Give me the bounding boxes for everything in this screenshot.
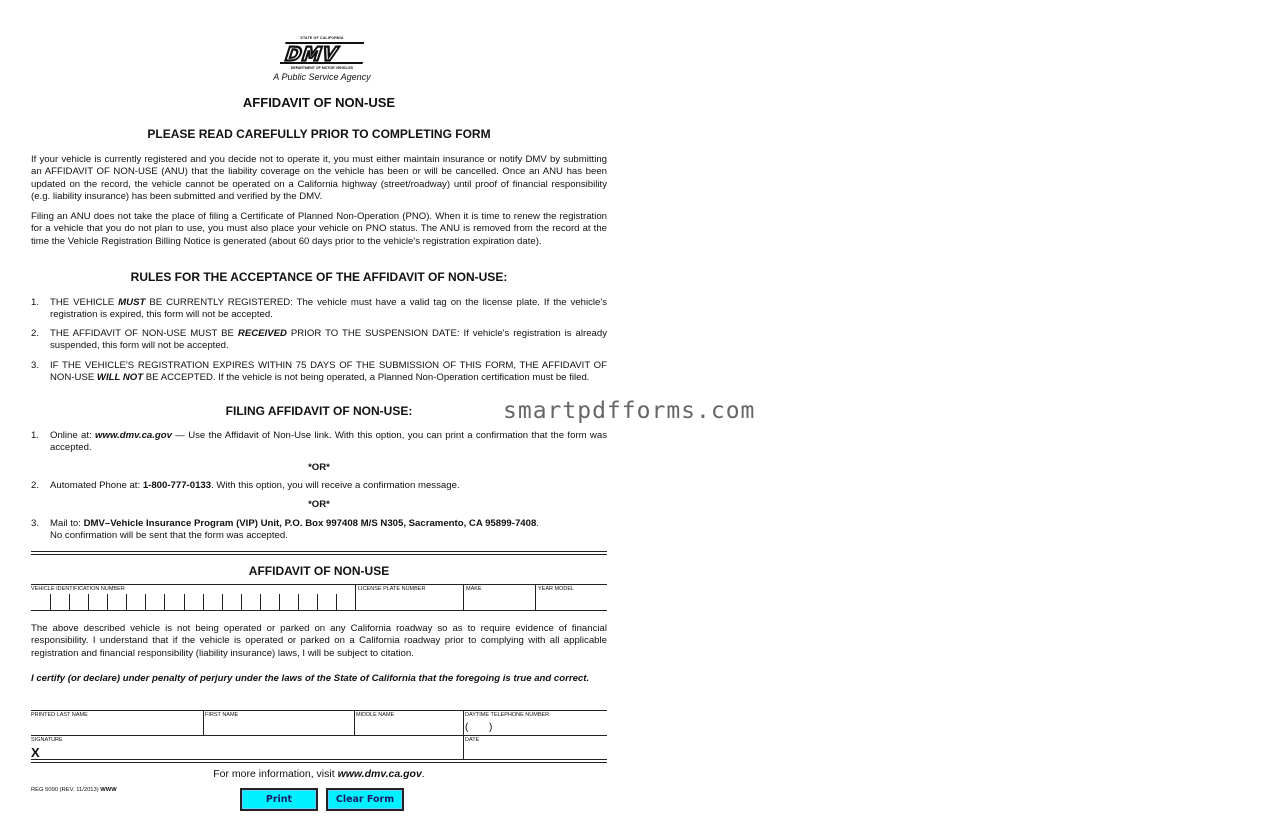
vin-box-divider [88,594,89,610]
row-top-border [31,710,607,711]
vin-input[interactable] [31,594,355,610]
logo-state-text: STATE OF CALIFORNIA [300,36,344,40]
dmv-website-link[interactable]: www.dmv.ca.gov [95,430,172,441]
phone-label: DAYTIME TELEPHONE NUMBER [465,712,550,718]
rule-text: BE CURRENTLY REGISTERED: The vehicle must have a valid tag on the license plate. If the vehicle's registration is expired, this form will not be accepted. [50,297,607,321]
filing-option-2 [31,480,607,492]
clear-form-button[interactable]: Clear Form [326,788,404,811]
date-label: DATE [465,737,480,743]
signature-mark: X [31,745,40,760]
filing-number: 2. [31,480,40,491]
logo-mark-text: DMV [282,42,342,65]
vin-box-divider [203,594,204,610]
first-name-input[interactable] [204,720,353,735]
signature-input[interactable] [43,745,461,759]
plate-input[interactable] [356,594,462,610]
filing-number: 1. [31,430,40,441]
rule-text: PRIOR TO THE SUSPENSION DATE: If vehicle's registration is already suspended, this form will not be accepted. [50,328,607,352]
certification-text: I certify (or declare) under penalty of perjury under the laws of the State of California that the foregoing is true and correct. [31,673,590,684]
year-input[interactable] [536,594,607,610]
more-info-text: . [421,768,425,780]
vin-box-divider [298,594,299,610]
row-top-border [31,584,607,585]
vin-box-divider [222,594,223,610]
vin-box-divider [184,594,185,610]
year-label: YEAR MODEL [538,586,575,592]
rule-number: 2. [31,328,40,339]
rules-heading: RULES FOR THE ACCEPTANCE OF THE AFFIDAVIT OF NON-USE: [130,270,508,284]
dmv-logo-mark [280,41,364,65]
rule-3 [31,360,607,385]
form-section-title: AFFIDAVIT OF NON-USE [248,564,390,578]
more-info-line [31,768,607,780]
statement-text: The above described vehicle is not being operated or parked on any California roadway so as to require evidence of financial responsibility. I understand that if the vehicle is operated or parked on a California roadway prior to complying with all applicable registration and financial responsibility (liability insurance) laws, I will be subject to citation. [31,623,607,659]
rule-emphasis: MUST [118,297,146,308]
phone-input[interactable] [464,720,607,735]
vin-box-divider [164,594,165,610]
form-revision [31,787,117,793]
mailing-address: DMV–Vehicle Insurance Program (VIP) Unit, P.O. Box 997408 M/S N305, Sacramento, CA 95899-7408 [83,518,537,529]
vin-box-divider [69,594,70,610]
make-label: MAKE [466,586,482,592]
filing-option-1 [31,430,607,455]
vin-box-divider [50,594,51,610]
filing-text: Online at: [50,430,96,441]
first-name-label: FIRST NAME [205,712,239,718]
vin-box-divider [126,594,127,610]
vin-label: VEHICLE IDENTIFICATION NUMBER [31,586,125,592]
date-input[interactable] [464,745,607,759]
form-bottom-divider [31,759,607,763]
or-separator: *OR* [308,462,330,473]
more-info-link[interactable]: www.dmv.ca.gov [337,768,422,780]
last-name-label: PRINTED LAST NAME [31,712,88,718]
filing-note: No confirmation will be sent that the form was accepted. [50,530,288,542]
print-button[interactable]: Print [240,788,318,811]
rule-text: BE ACCEPTED. If the vehicle is not being operated, a Planned Non-Operation certification must be filed. [143,372,590,384]
row-bottom-border [31,610,607,611]
vin-box-divider [241,594,242,610]
phone-area-close: ) [489,722,493,733]
rule-1 [31,297,607,322]
intro-paragraph-2: Filing an ANU does not take the place of filing a Certificate of Planned Non-Operation (PNO). When it is time to renew the registration for a vehicle that you do not plan to use, you must also place your vehicle on PNO status. The ANU is removed from the record at the time the Vehicle Registration Billing Notice is generated (about 60 days prior to the vehicle's registration expiration date). [31,211,607,247]
or-separator: *OR* [308,499,330,510]
signature-label: SIGNATURE [31,737,63,743]
filing-text: . With this option, you will receive a confirmation message. [211,480,460,491]
rule-2 [31,328,607,353]
filing-number: 3. [31,518,40,529]
rule-emphasis: WILL NOT [96,372,144,384]
middle-name-label: MIDDLE NAME [356,712,395,718]
filing-text: — Use the Affidavit of Non-Use link. With this option, you can print a confirmation that the form was accepted. [50,430,607,454]
section-divider [31,551,607,555]
filing-text: Automated Phone at: [50,480,143,491]
phone-number: 1-800-777-0133 [142,480,212,491]
row-border [31,735,607,736]
plate-label: LICENSE PLATE NUMBER [358,586,426,592]
logo-dept-text: DEPARTMENT OF MOTOR VEHICLES [290,66,354,70]
last-name-input[interactable] [31,720,202,735]
rule-text: THE VEHICLE [50,297,119,308]
filing-text: . [536,518,539,529]
rule-text: THE AFFIDAVIT OF NON-USE MUST BE [50,328,238,339]
vin-box-divider [107,594,108,610]
vin-box-divider [145,594,146,610]
filing-text: Mail to: [50,518,84,529]
rule-number: 1. [31,297,40,308]
filing-heading: FILING AFFIDAVIT OF NON-USE: [225,404,413,418]
rule-text: IF THE VEHICLE'S REGISTRATION EXPIRES WITHIN 75 DAYS OF THE SUBMISSION OF THIS FORM, THE AFFIDAVIT OF NON-USE [50,360,607,384]
revision-text: REG 5090 (REV. 11/2013) [31,787,99,793]
watermark-text: smartpdfforms.com [503,398,756,424]
middle-name-input[interactable] [355,720,462,735]
more-info-text: For more information, visit [213,768,338,780]
page-title: AFFIDAVIT OF NON-USE [242,95,396,110]
make-input[interactable] [464,594,534,610]
vin-box-divider [279,594,280,610]
revision-suffix: WWW [100,787,117,793]
vin-box-divider [317,594,318,610]
logo-tagline: A Public Service Agency [273,72,371,82]
filing-option-3 [31,518,607,543]
vin-box-divider [336,594,337,610]
page-subtitle: PLEASE READ CAREFULLY PRIOR TO COMPLETING FORM [147,127,491,141]
dmv-logo [267,36,377,82]
rule-number: 3. [31,360,40,371]
rule-emphasis: RECEIVED [237,328,287,339]
vin-box-divider [260,594,261,610]
intro-paragraph-1: If your vehicle is currently registered and you decide not to operate it, you must either maintain insurance or notify DMV by submitting an AFFIDAVIT OF NON-USE (ANU) that the liability coverage on the vehicle has been or will be cancelled. Once an ANU has been updated on the record, the vehicle cannot be operated on a California highway (street/roadway) until proof of financial responsibility (e.g. liability insurance) has been submitted and verified by the DMV. [31,154,607,203]
phone-area-open: ( [465,722,469,733]
